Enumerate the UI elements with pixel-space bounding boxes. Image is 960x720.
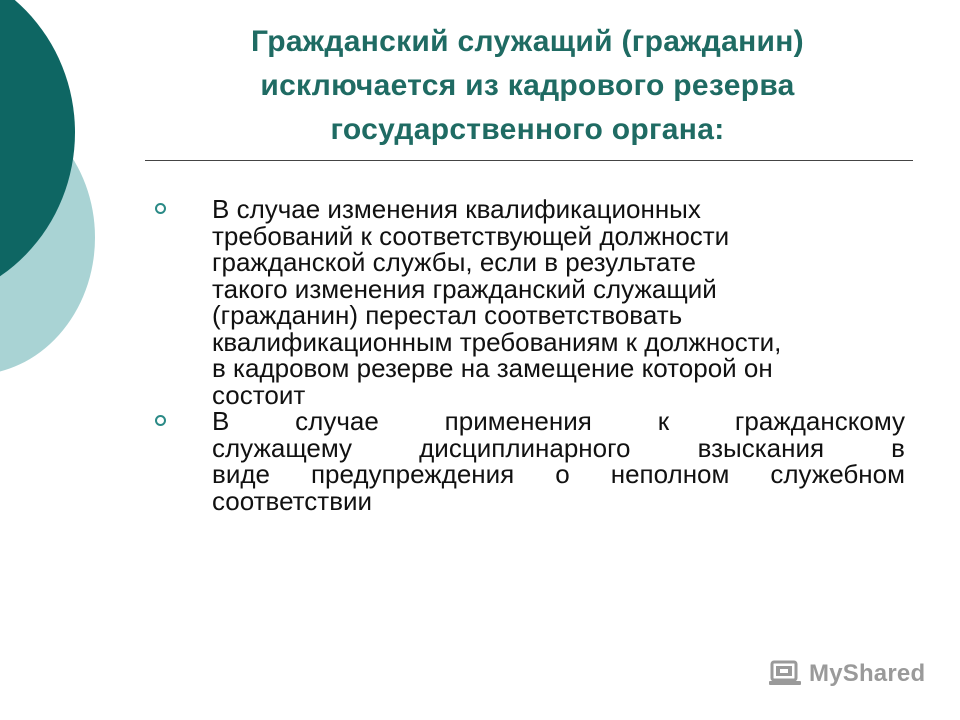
slide-title-line: Гражданский служащий (гражданин) [251,25,804,58]
bullet-item [150,408,905,514]
bullet-line: гражданской службы, если в результате [212,247,696,277]
bullet-list [150,196,905,514]
bullet-line: требований к соответствующей должности [212,220,730,251]
bullet-line: В случае применения к гражданскому [212,406,905,436]
bullet-line: виде предупреждения о неполном служебном [212,459,905,489]
logo-text: MyShared [809,660,926,687]
title-divider [145,160,913,161]
bullet-text [212,196,905,408]
slide-title-line: государственного органа: [330,113,725,146]
bullet-text [212,408,905,514]
bullet-line: квалификационным требованиям к должности, [212,326,782,357]
myshared-logo[interactable] [768,656,925,692]
bullet-line: В случае изменения квалификационных [212,194,701,224]
bullet-line: состоит [212,379,306,410]
circle-bullet-icon [155,203,166,214]
bullet-line: (гражданин) перестал соответствовать [212,300,683,330]
circle-bullet-icon [155,415,166,426]
bullet-line: соответствии [212,485,373,516]
slide-title-line: исключается из кадрового резерва [260,69,795,102]
bullet-line: такого изменения гражданский служащий [212,273,717,304]
slide-title [150,20,905,152]
bullet-item [150,196,905,408]
bullet-line: в кадровом резерве на замещение которой он [212,353,773,383]
bullet-line: служащему дисциплинарного взыскания в [212,432,905,463]
myshared-logo-icon [768,659,802,689]
